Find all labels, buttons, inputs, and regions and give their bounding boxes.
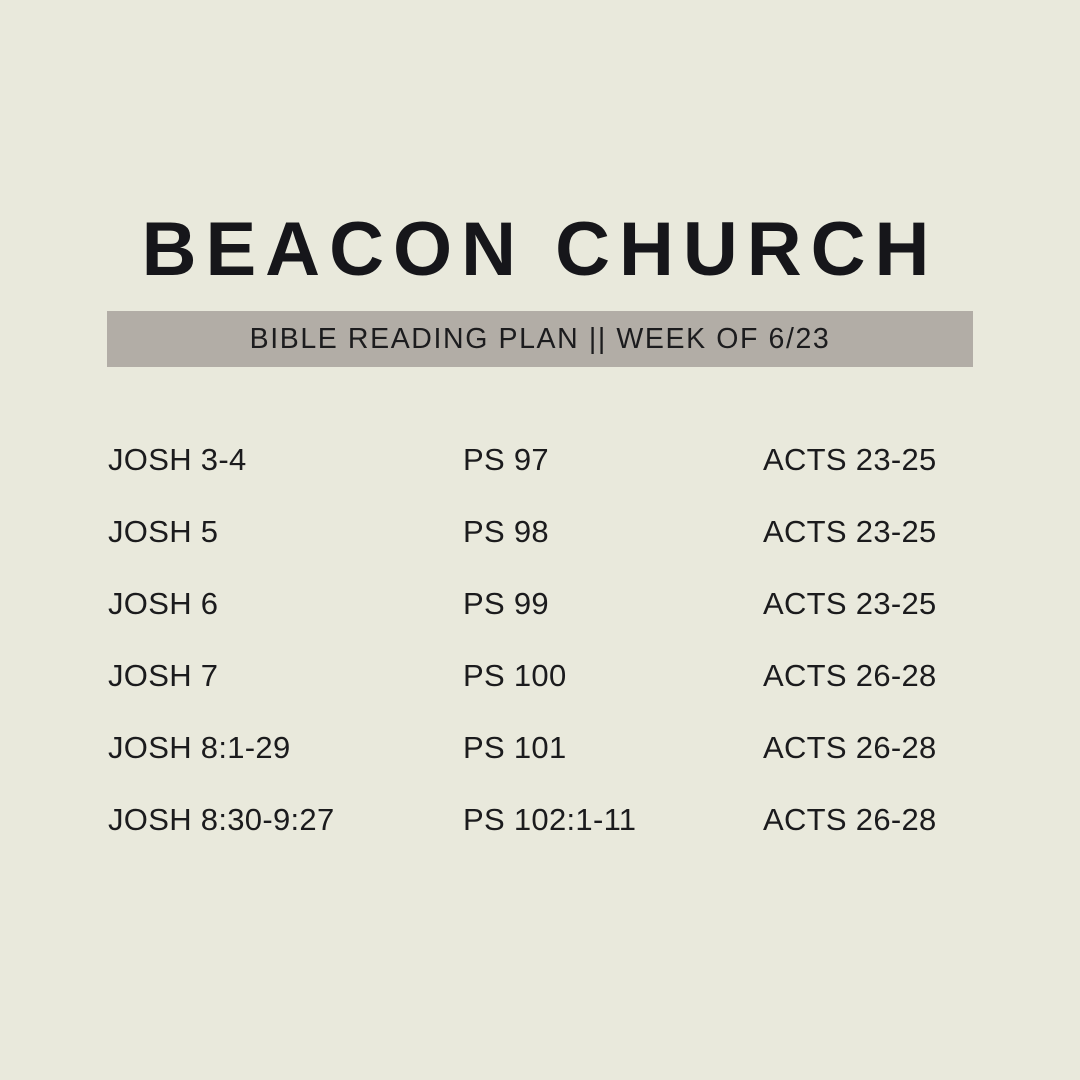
reading-psalm: PS 100 [463,658,567,693]
reading-old-testament: JOSH 8:30-9:27 [108,802,335,837]
reading-old-testament: JOSH 5 [108,514,219,549]
subtitle-text: BIBLE READING PLAN || WEEK OF 6/23 [249,322,831,355]
reading-psalm: PS 98 [463,514,549,549]
reading-old-testament: JOSH 3-4 [108,442,247,477]
reading-old-testament: JOSH 7 [108,658,219,693]
subtitle-banner [107,311,973,367]
reading-new-testament: ACTS 26-28 [763,730,937,765]
reading-psalm: PS 97 [463,442,549,477]
reading-psalm: PS 99 [463,586,549,621]
reading-psalm: PS 101 [463,730,567,765]
reading-new-testament: ACTS 26-28 [763,802,937,837]
reading-psalm: PS 102:1-11 [463,802,637,837]
reading-old-testament: JOSH 6 [108,586,219,621]
reading-plan-grid [108,424,988,856]
reading-new-testament: ACTS 23-25 [763,586,937,621]
reading-new-testament: ACTS 23-25 [763,442,937,477]
page-title: BEACON CHURCH [141,207,939,292]
reading-new-testament: ACTS 26-28 [763,658,937,693]
reading-old-testament: JOSH 8:1-29 [108,730,291,765]
reading-new-testament: ACTS 23-25 [763,514,937,549]
